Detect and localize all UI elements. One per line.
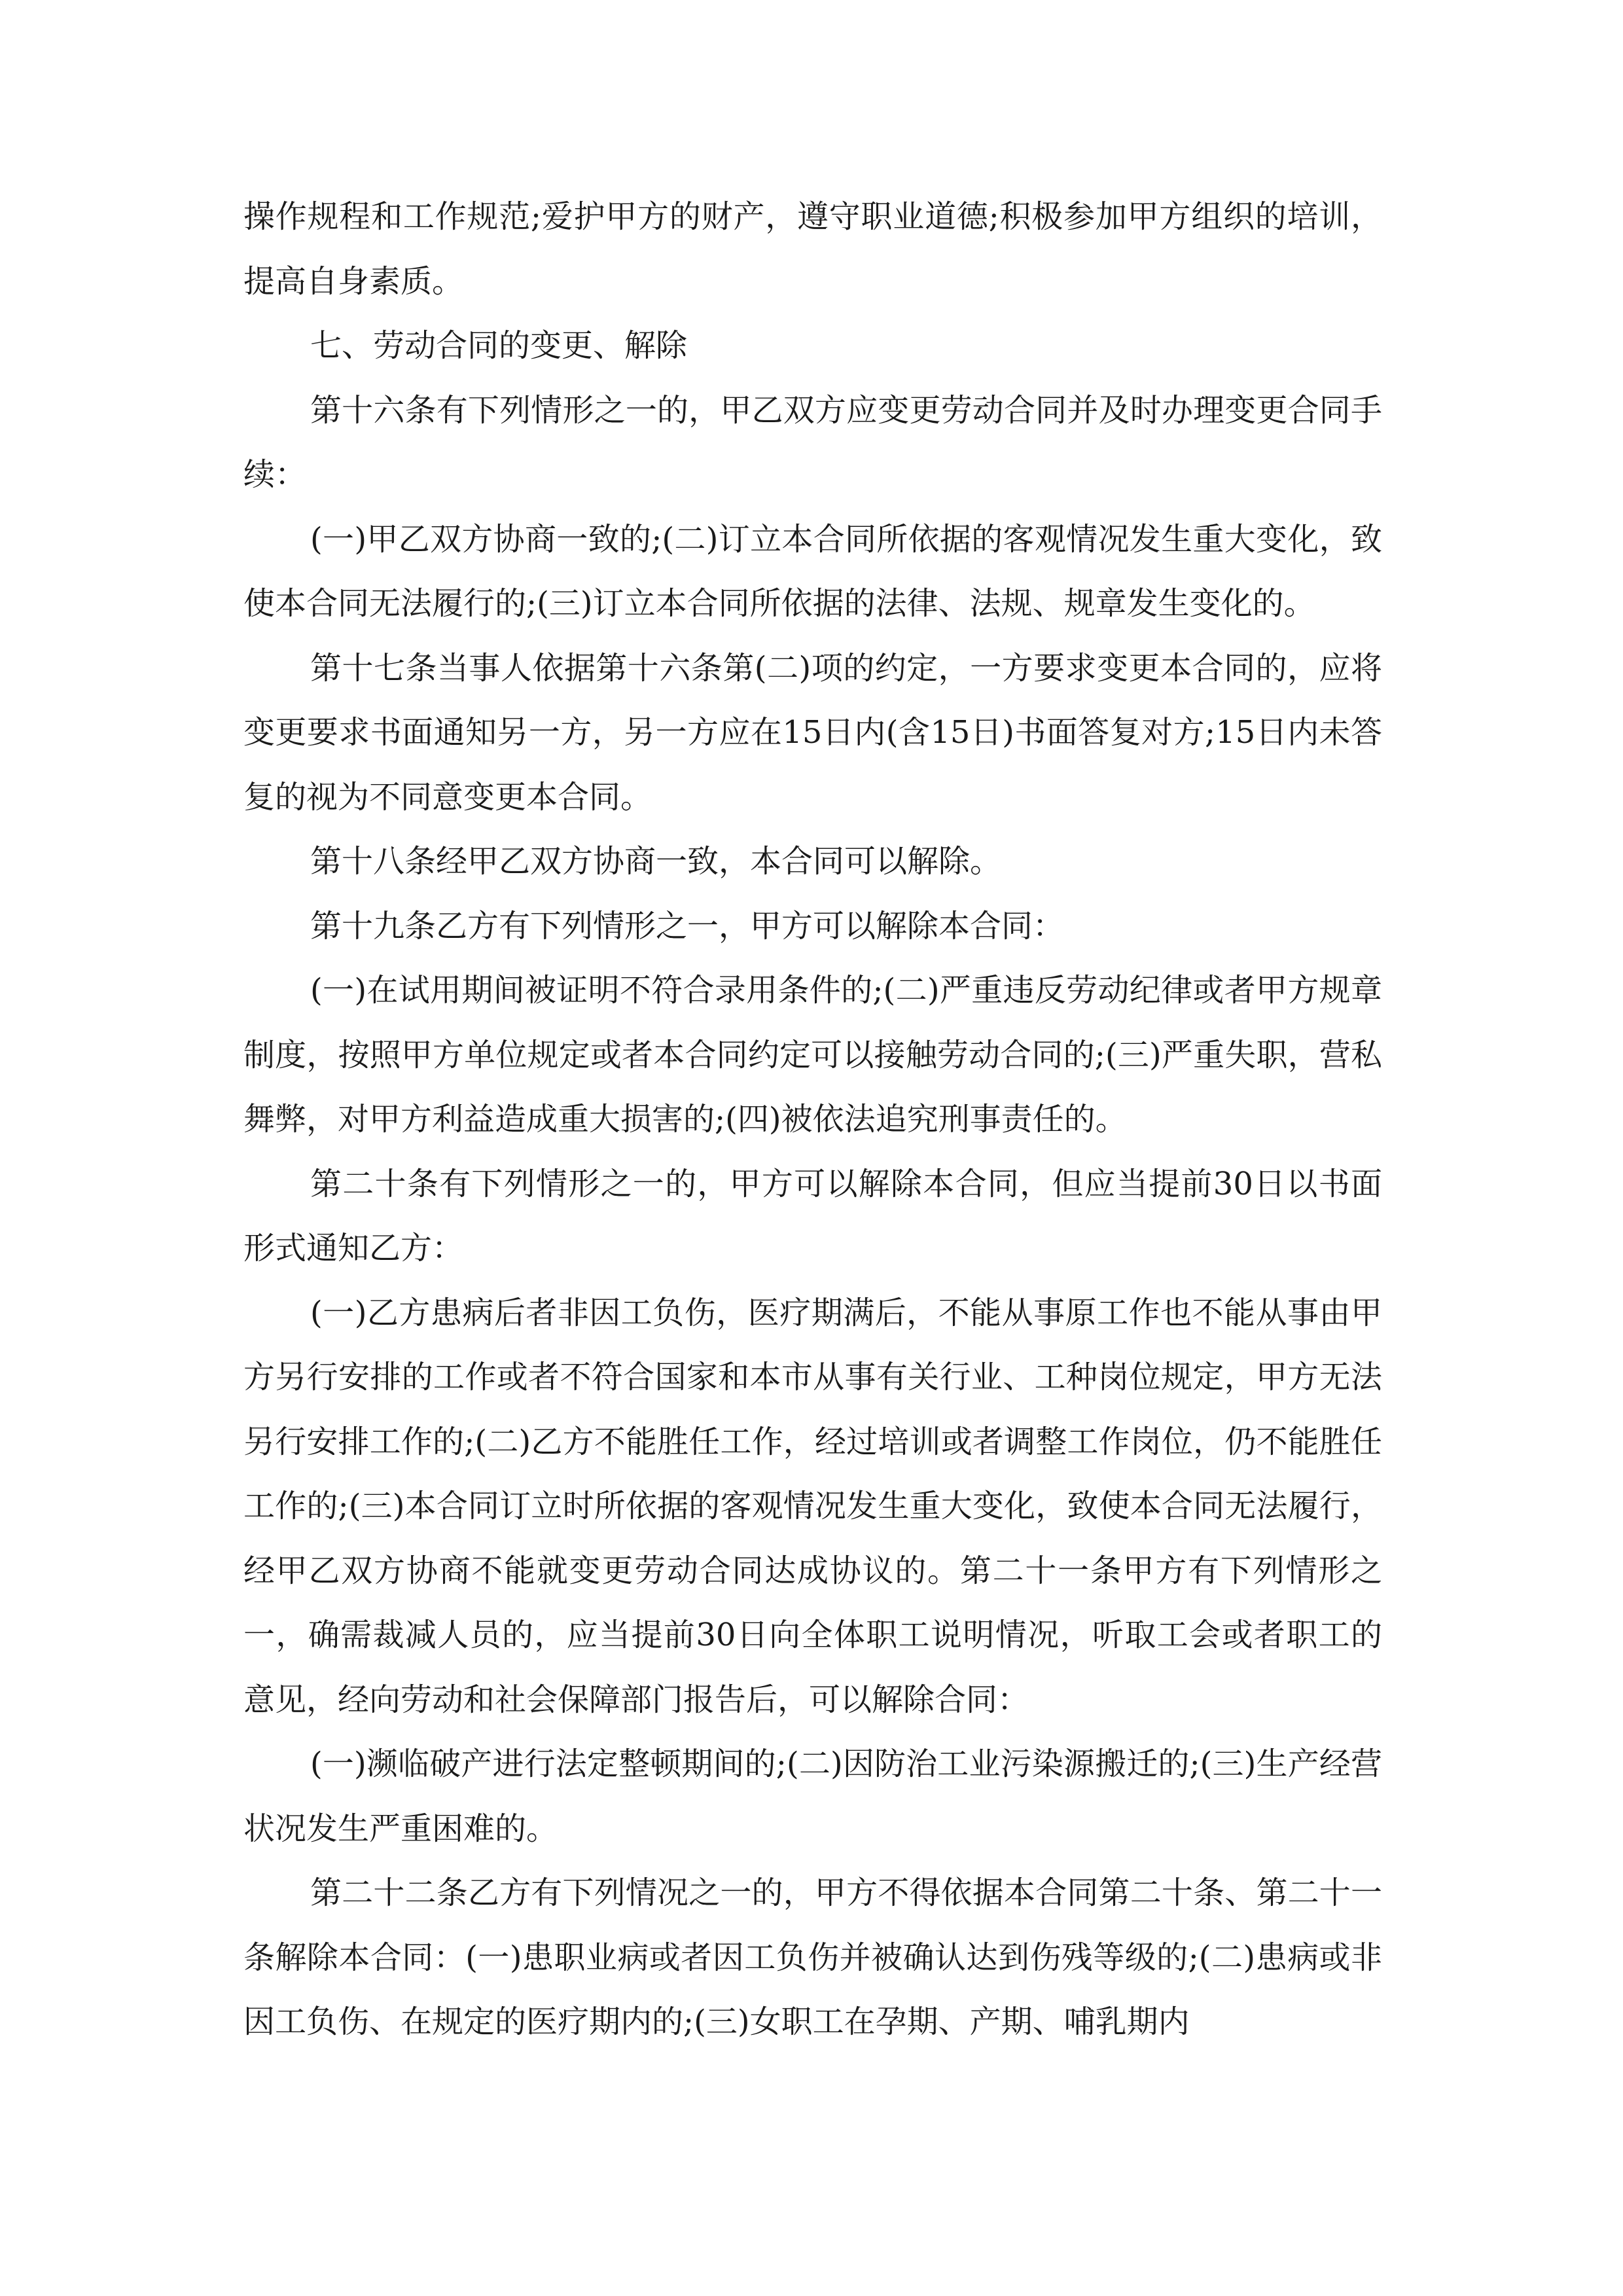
article-16: 第十六条有下列情形之一的，甲乙双方应变更劳动合同并及时办理变更合同手续： [243,391,1382,493]
article-20-items-and-article-21: (一)乙方患病后者非因工负伤，医疗期满后，不能从事原工作也不能从事由甲方另行安排的工作或者不符合国家和本市从事有关行业、工种岗位规定，甲方无法另行安排工作的;(二)乙方不能胜任工作，经过培训或者调整工作岗位，仍不能胜任工作的;(三)本合同订立时所依据的客观情况发生重大变化，致使本合同无法履行，经甲乙双方协商不能就变更劳动合同达成协议的。第二十一条甲方有下列情形之一，确需裁减人员的，应当提前30日向全体职工说明情况，听取工会或者职工的意见，经向劳动和社会保障部门报告后，可以解除合同： [243,1294,1382,1718]
document-body [243,185,1382,2054]
paragraph-duties-continued: 操作规程和工作规范;爱护甲方的财产，遵守职业道德;积极参加甲方组织的培训，提高自身素质。 [243,198,1382,300]
article-19: 第十九条乙方有下列情形之一，甲方可以解除本合同： [310,907,1065,944]
section-heading-contract-change: 七、劳动合同的变更、解除 [310,327,688,364]
article-22: 第二十二条乙方有下列情况之一的，甲方不得依据本合同第二十条、第二十一条解除本合同：(一)患职业病或者因工负伤并被确认达到伤残等级的;(二)患病或非因工负伤、在规定的医疗期内的;(三)女职工在孕期、产期、哺乳期内 [243,1874,1382,2040]
article-18: 第十八条经甲乙双方协商一致，本合同可以解除。 [310,843,1002,880]
article-20: 第二十条有下列情形之一的，甲方可以解除本合同，但应当提前30日以书面形式通知乙方： [243,1165,1382,1266]
article-21-items: (一)濒临破产进行法定整顿期间的;(二)因防治工业污染源搬迁的;(三)生产经营状况发生严重困难的。 [243,1746,1382,1847]
article-17: 第十七条当事人依据第十六条第(二)项的约定，一方要求变更本合同的，应将变更要求书面通知另一方，另一方应在15日内(含15日)书面答复对方;15日内未答复的视为不同意变更本合同。 [243,649,1382,816]
article-16-items: (一)甲乙双方协商一致的;(二)订立本合同所依据的客观情况发生重大变化，致使本合同无法履行的;(三)订立本合同所依据的法律、法规、规章发生变化的。 [243,520,1382,622]
article-19-items: (一)在试用期间被证明不符合录用条件的;(二)严重违反劳动纪律或者甲方规章制度，按照甲方单位规定或者本合同约定可以接触劳动合同的;(三)严重失职，营私舞弊，对甲方利益造成重大损害的;(四)被依法追究刑事责任的。 [243,972,1382,1138]
